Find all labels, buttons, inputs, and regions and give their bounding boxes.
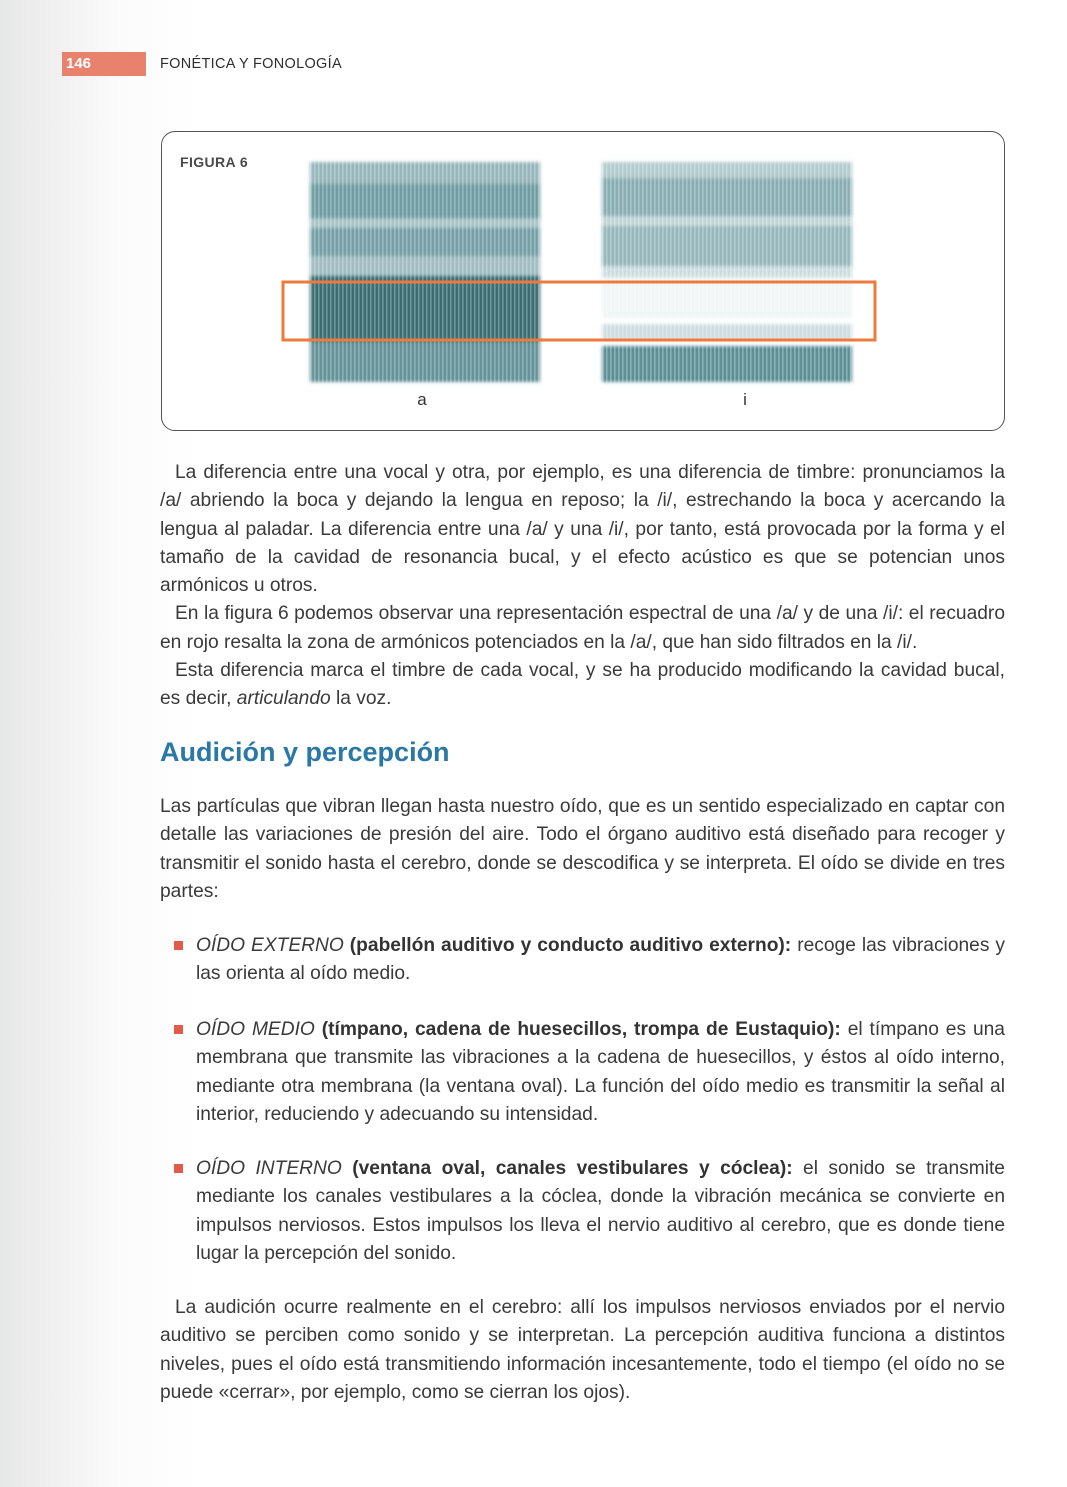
intro-paragraph-1: La diferencia entre una vocal y otra, por ejemplo, es una diferencia de timbre: pronunciamos la /a/ abriendo la boca y dejando la lengua en reposo; la /i/, estrechando la boca y acercando la lengua al paladar. La diferencia entre una /a/ y una /i/, por tanto, está provocada por la forma y el tamaño de la cavidad de resonancia bucal, y el efecto acústico es que se potencian unos armónicos u otros. (160, 462, 1005, 597)
section-heading: Audición y percepción (160, 737, 450, 767)
list-item (174, 1016, 1005, 1129)
bullet-parenthetical: (pabellón auditivo y conducto auditivo externo): (349, 935, 792, 956)
paragraph-text: la voz. (330, 688, 392, 710)
section-intro (160, 793, 1005, 906)
bullet-parenthetical: (tímpano, cadena de huesecillos, trompa de Eustaquio): (321, 1019, 841, 1040)
spectrum-a (310, 160, 540, 384)
closing-text (160, 1294, 1005, 1407)
paragraph-text: Esta diferencia marca el timbre de cada vocal, y se ha producido modificando la cavidad bucal, es decir, (160, 660, 1005, 710)
bullet-square-icon (174, 1164, 183, 1173)
figure-6 (161, 131, 1005, 431)
list-item (174, 932, 1005, 989)
bullet-text: el sonido se transmite mediante los canales vestibulares a la cóclea, donde la vibración mecánica se convierte en impulsos nerviosos. Estos impulsos los lleva el nervio auditivo al cerebro, que es donde tiene lugar la percepción del sonido. (196, 1158, 1005, 1264)
spectrogram-figure (162, 132, 1006, 432)
bullet-parenthetical: (ventana oval, canales vestibulares y cóclea): (352, 1158, 793, 1179)
spectrum-label-a: a (417, 390, 427, 409)
bullet-square-icon (174, 1025, 183, 1034)
running-title: FONÉTICA Y FONOLOGÍA (160, 56, 342, 72)
bullet-term: OÍDO INTERNO (196, 1158, 342, 1179)
bullet-term: OÍDO EXTERNO (196, 935, 344, 956)
page-number: 146 (62, 52, 146, 76)
emphasized-term: articulando (236, 688, 331, 710)
bullet-term: OÍDO MEDIO (196, 1019, 315, 1040)
section-paragraph: Las partículas que vibran llegan hasta nuestro oído, que es un sentido especializado en captar con detalle las variaciones de presión del aire. Todo el órgano auditivo está diseñado para recoger y transmitir el sonido hasta el cerebro, donde se descodifica y se interpreta. El oído se divide en tres partes: (160, 796, 1005, 902)
bullet-square-icon (174, 941, 183, 950)
bullet-text: el tímpano es una membrana que transmite las vibraciones a la cadena de huesecillos, y éstos al oído interno, mediante otra membrana (la ventana oval). La función del oído medio es transmitir la señal al interior, reduciendo y adecuando su intensidad. (196, 1019, 1005, 1125)
intro-paragraph-3 (160, 657, 1005, 714)
closing-paragraph: La audición ocurre realmente en el cerebro: allí los impulsos nerviosos enviados por el nervio auditivo se perciben como sonido y se interpretan. La percepción auditiva funciona a distintos niveles, pues el oído está transmitiendo información incesantemente, todo el tiempo (el oído no se puede «cerrar», por ejemplo, como se cierran los ojos). (160, 1297, 1005, 1403)
spectrum-label-i: i (743, 390, 747, 409)
bullet-text: recoge las vibraciones y las orienta al oído medio. (196, 935, 1006, 985)
intro-text (160, 459, 1005, 714)
list-item (174, 1155, 1005, 1268)
spectrum-i (602, 160, 852, 384)
intro-paragraph-2: En la figura 6 podemos observar una representación espectral de una /a/ y de una /i/: el recuadro en rojo resalta la zona de armónicos potenciados en la /a/, que han sido filtrados en la /i/. (160, 603, 1005, 653)
figure-label: FIGURA 6 (180, 154, 249, 170)
